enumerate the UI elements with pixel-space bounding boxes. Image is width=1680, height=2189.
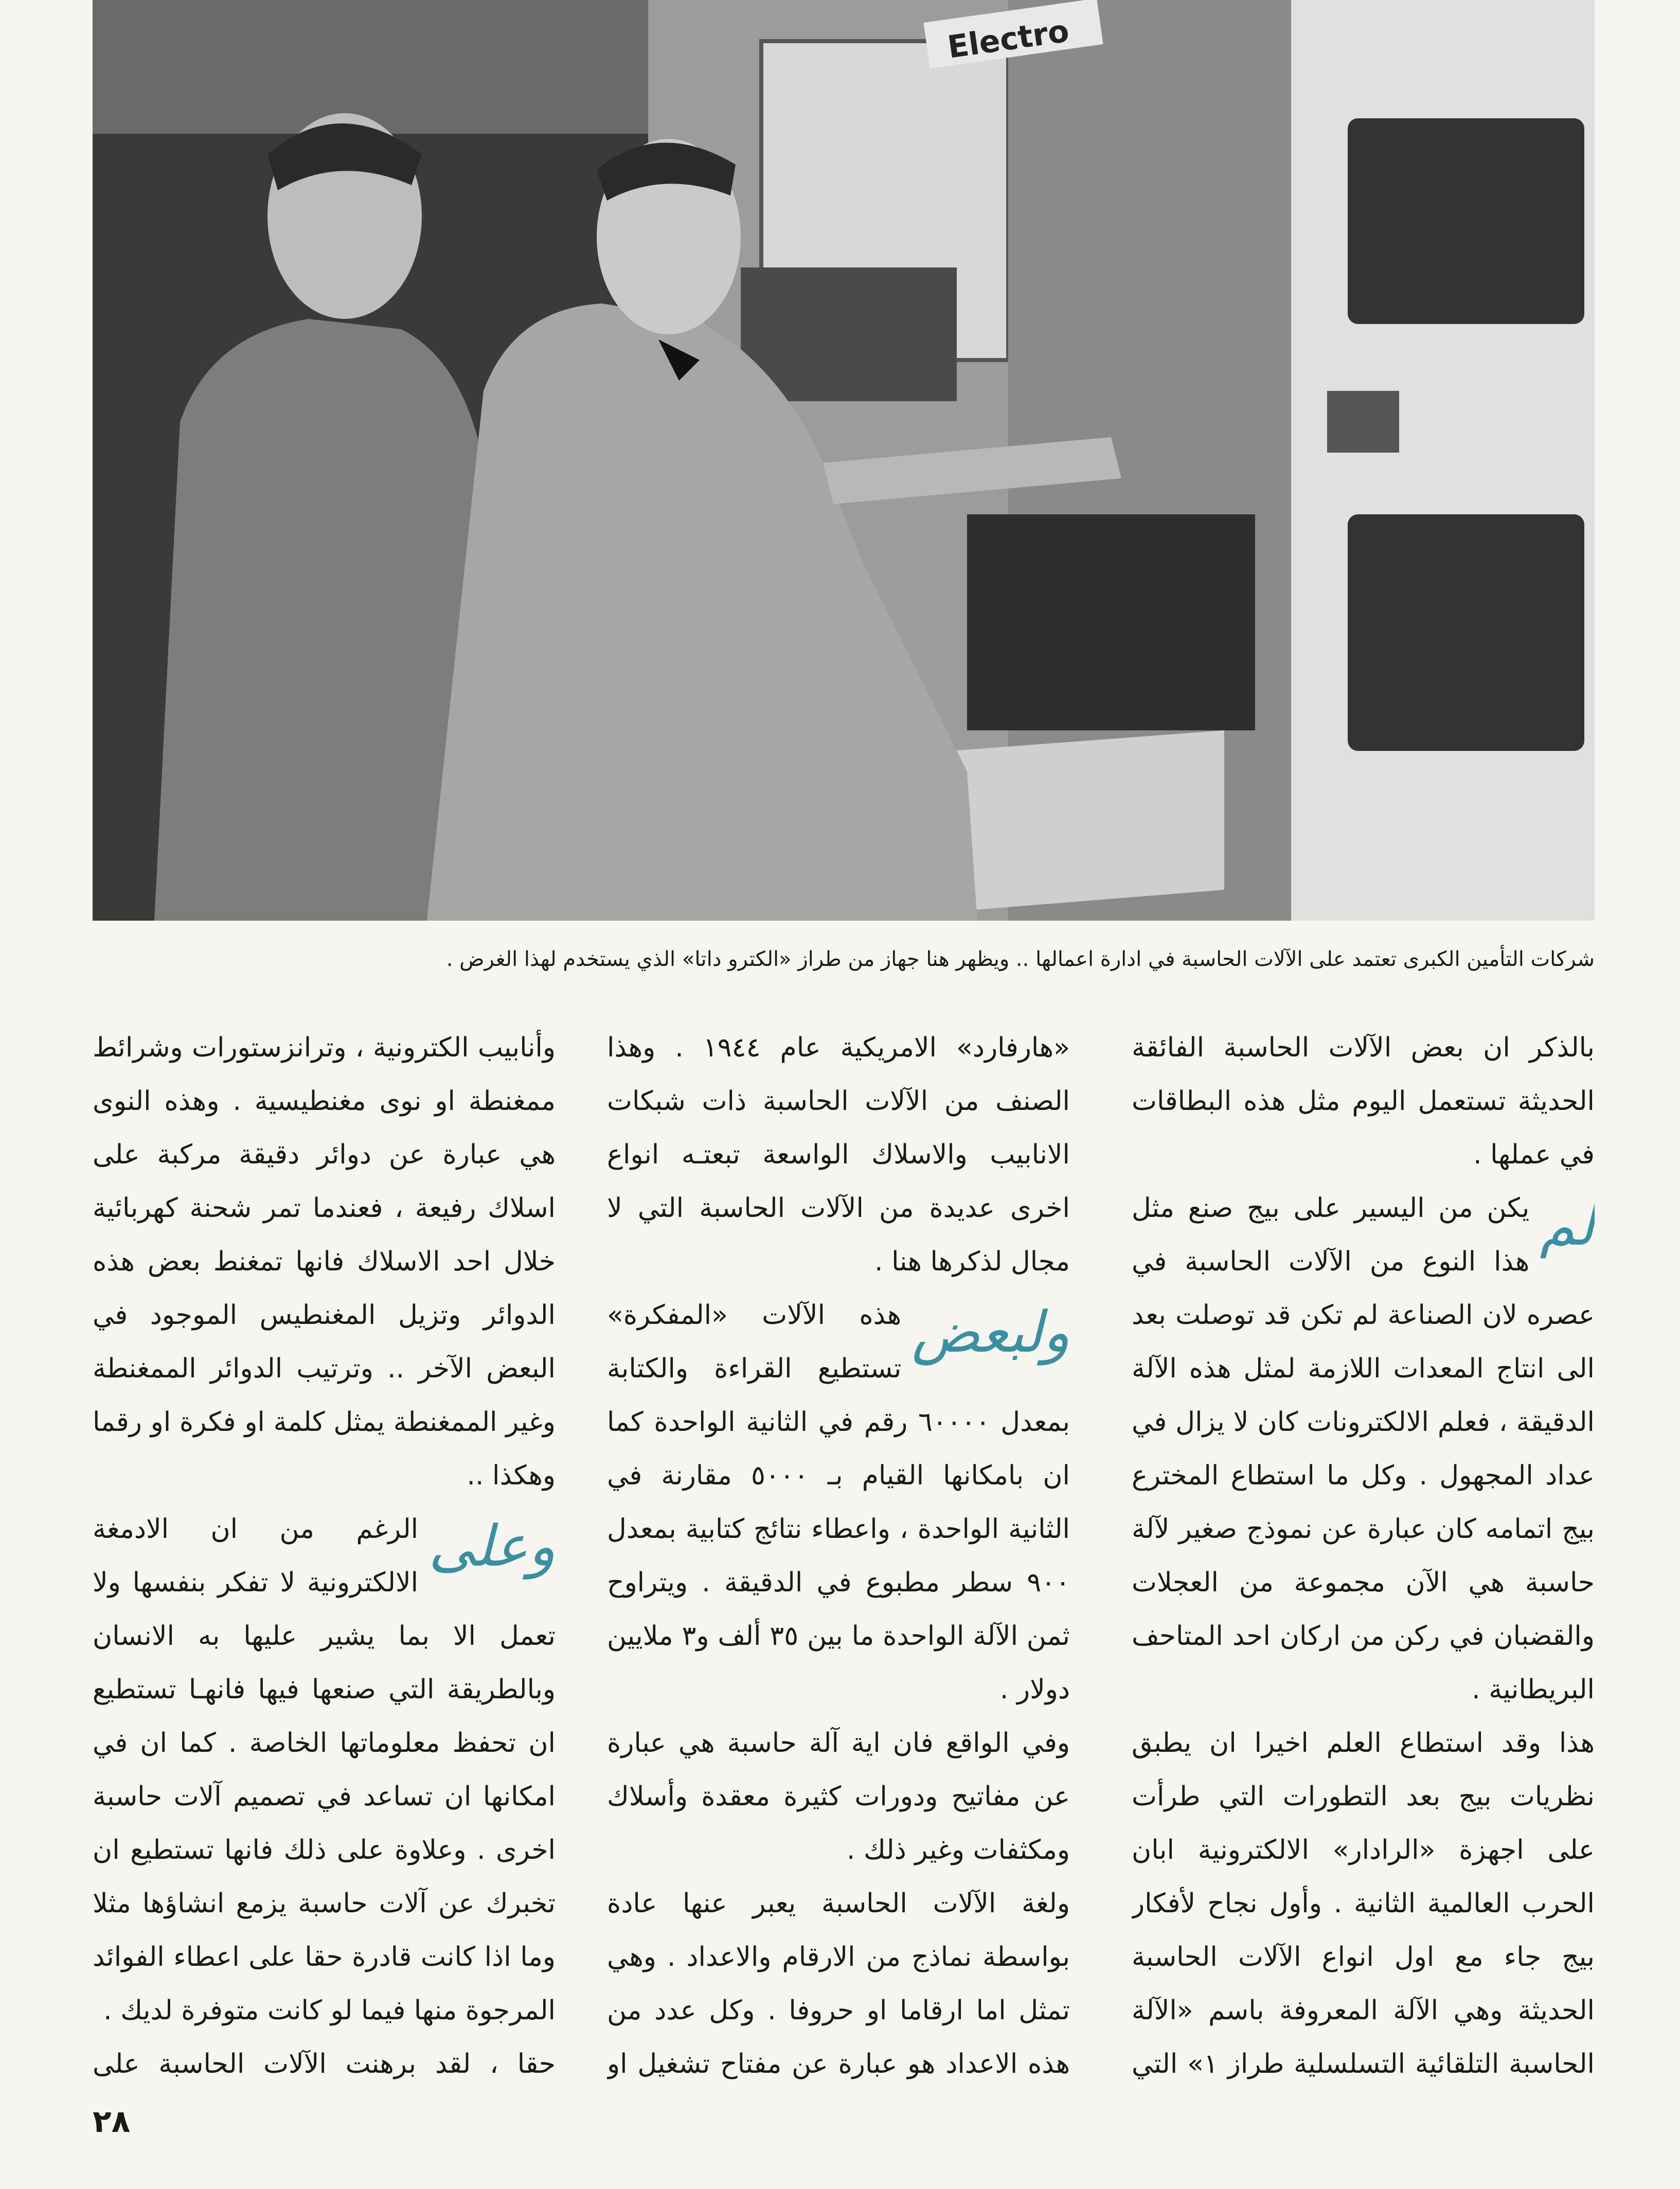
page-number: ٢٨ [93,2104,131,2140]
paragraph: وعلى الرغم من ان الادمغة الالكترونية لا تفكر بنفسها ولا تعمل الا بما يشير عليها به الانسان وبالطريقة التي صنعها فيها فانهـا تستطيع ان تحفظ معلوماتها الخاصة . كما ان في امكانها ان تساعد في تصميم آلات حاسبة اخرى . وعلاوة على ذلك فانها تستطيع ان تخبرك عن آلات حاسبة يزمع انشاؤها مثلا وما اذا كانت قادرة حقا على اعطاء الفوائد المرجوة منها فيما لو كانت متوفرة لديك . [93,1502,556,2037]
paragraph: حقا ، لقد برهنت الآلات الحاسبة على [93,2049,556,2079]
column-middle [607,1021,1070,2080]
paragraph: وفي الواقع فان اية آلة حاسبة هي عبارة عن مفاتيح ودورات كثيرة معقدة وأسلاك ومكثفات وغير ذلك . [607,1728,1070,1865]
photo-caption: شركات التأمين الكبرى تعتمد على الآلات الحاسبة في ادارة اعمالها .. ويظهر هنا جهاز من طراز «الكترو داتا» الذي يستخدم لهذا الغرض . [446,947,1595,971]
dropcap: لم [1540,1192,1595,1258]
column-right [1132,1021,1595,2080]
paragraph: هذا وقد استطاع العلم اخيرا ان يطبق نظريات بيج بعد التطورات التي طرأت على اجهزة «الرادار» الالكترونية ابان الحرب العالمية الثانية . وأول نجاح لأفكار بيج جاء مع اول انواع الآلات الحاسبة الحديثة وهي الآلة المعروفة باسم «الآلة الحاسبة التلقائية التسلسلية طراز ١» التي [1132,1728,1595,2079]
article-photo [93,0,1595,921]
paragraph: ولبعض هذه الآلات «المفكرة» تستطيع القراءة والكتابة بمعدل ٦٠٠٠٠ رقم في الثانية الواحدة كما ان بامكانها القيام بـ ٥٠٠٠ مقارنة في الثانية الواحدة ، واعطاء نتائج كتابية بمعدل ٩٠٠ سطر مطبوع في الدقيقة . ويتراوح ثمن الآلة الواحدة ما بين ٣٥ ألف و٣ ملايين دولار . [607,1288,1070,1716]
paragraph: ولغة الآلات الحاسبة يعبر عنها عادة بواسطة نماذج من الارقام والاعداد . وهي تمثل اما ارقاما او حروفا . وكل عدد من هذه الاعداد هو عبارة عن مفتاح تشغيل او [607,1888,1070,2079]
dropcap: ولبعض [912,1299,1070,1365]
paragraph: وأنابيب الكترونية ، وترانزستورات وشرائط ممغنطة او نوى مغنطيسية . وهذه النوى هي عبارة عن دوائر دقيقة مركبة على اسلاك رفيعة ، فعندما تمر شحنة كهربائية خلال احد الاسلاك فانها تمغنط بعض هذه الدوائر وتزيل المغنطيس الموجود في البعض الآخر .. وترتيب الدوائر الممغنطة وغير الممغنطة يمثل كلمة او فكرة او رقما وهكذا .. [93,1032,556,1491]
dropcap: وعلى [428,1513,556,1579]
paragraph: «هارفارد» الامريكية عام ١٩٤٤ . وهذا الصنف من الآلات الحاسبة ذات شبكات الانابيب والاسلاك الواسعة تبعتـه انواع اخرى عديدة من الآلات الحاسبة التي لا مجال لذكرها هنا . [607,1032,1070,1277]
computer-operators-illustration [93,0,1595,921]
column-left [93,1021,556,2080]
machine-label: Electro [945,13,1071,66]
paragraph: لم يكن من اليسير على بيج صنع مثل هذا النوع من الآلات الحاسبة في عصره لان الصناعة لم تكن قد توصلت بعد الى انتاج المعدات اللازمة لمثل هذه الآلة الدقيقة ، فعلم الالكترونات كان لا يزال في عداد المجهول . وكل ما استطاع المخترع بيج اتمامه كان عبارة عن نموذج صغير لآلة حاسبة هي الآن مجموعة من العجلات والقضبان في ركن من اركان احد المتاحف البريطانية . [1132,1181,1595,1716]
paragraph: بالذكر ان بعض الآلات الحاسبة الفائقة الحديثة تستعمل اليوم مثل هذه البطاقات في عملها . [1132,1032,1595,1170]
